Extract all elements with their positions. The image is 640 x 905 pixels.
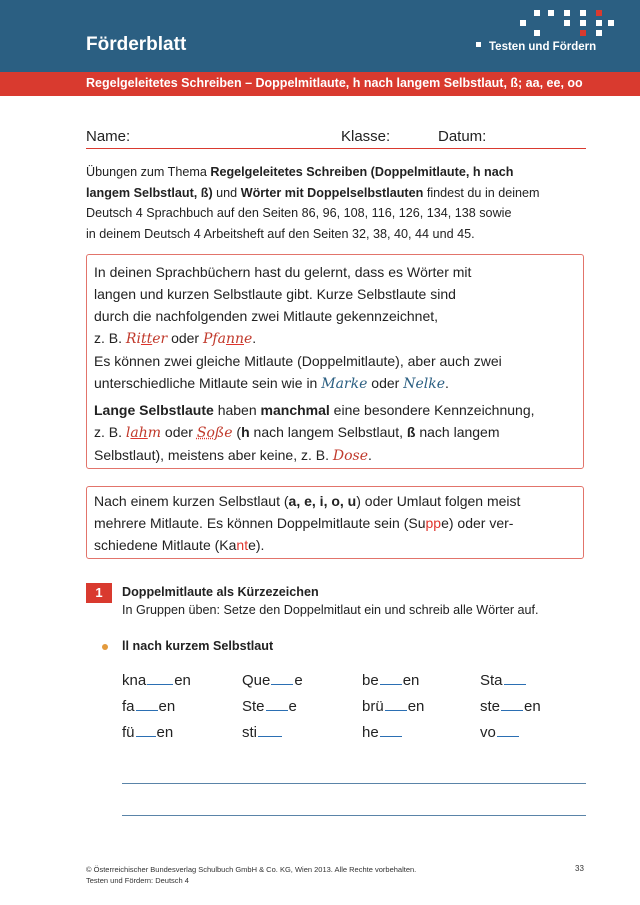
writing-line[interactable] [122,783,586,784]
task-subtitle: ll nach kurzem Selbstlaut [122,639,274,653]
exercise-word[interactable]: kna en [122,672,191,689]
example-word-marke: Marke [321,376,368,392]
example-word-ritter: Ritter [125,331,168,347]
exercise-word[interactable]: sti [242,724,283,741]
example-word-dose: Dose [332,448,369,464]
bullet-dot [102,644,108,650]
exercise-word[interactable]: fü en [122,724,174,741]
page-number: 33 [575,864,584,873]
example-word-pfanne: Pfanne [203,331,253,347]
intro-paragraph: Übungen zum Thema Regelgeleitetes Schreiben (Doppelmitlaute, h nach langem Selbstlaut, ß) und Wörter mit Doppelselbstlauten findest du in deinem Deutsch 4 Sprachbuch auf den Seiten 86, 96, 108, 116, 126, 134, 138 sowie in deinem Deutsch 4 Arbeitsheft auf den Seiten 32, 38, 40, 44 und 45. [86,165,540,241]
footer-copyright: © Österreichischer Bundesverlag Schulbuch GmbH & Co. KG, Wien 2013. Alle Rechte vorbehalten. Testen und Fördern: Deutsch 4 [86,865,417,885]
exercise-word[interactable]: fa en [122,698,176,715]
page-title: Förderblatt [86,34,187,55]
name-label: Name: [86,128,131,145]
exercise-word[interactable]: Sta [480,672,527,689]
task-instruction: In Gruppen üben: Setze den Doppelmitlaut ein und schreib alle Wörter auf. [122,603,539,617]
brand-label: Testen und Fördern [489,41,597,53]
info-box-short-vowel-rule: Nach einem kurzen Selbstlaut (a, e, i, o, u) oder Umlaut folgen meist mehrere Mitlaute. Es können Doppelmitlaute sein (Suppe) oder ver- schiedene Mitlaute (Kante). [86,486,584,559]
example-word-sosse: Soße [196,425,233,441]
subheader-text: Regelgeleitetes Schreiben – Doppelmitlaute, h nach langem Selbstlaut, ß; aa, ee, oo [86,76,583,90]
class-label: Klasse: [341,128,391,145]
header-bar [0,0,640,72]
exercise-word[interactable]: he [362,724,403,741]
exercise-word[interactable]: vo [480,724,520,741]
header-field-line [86,148,586,149]
exercise-word[interactable]: brü en [362,698,425,715]
date-label: Datum: [438,128,487,145]
writing-line[interactable] [122,815,586,816]
info-box-long-short-vowels: In deinen Sprachbüchern hast du gelernt, dass es Wörter mit langen und kurzen Selbstlaute gibt. Kurze Selbstlaute sind durch die nachfolgenden zwei Mitlaute gekennzeichnet, z. B. Ritter oder Pfanne. Es können zwei gleiche Mitlaute (Doppelmitlaute), aber auch zwei unterschiedliche Mitlaute sein wie in Marke oder Nelke. Lange Selbstlaute haben manchmal eine besondere Kennzeichnung, z. B. lahm oder Soße (h nach langem Selbstlaut, ß nach langem Selbstlaut), meistens aber keine, z. B. Dose. [86,254,584,469]
exercise-word[interactable]: Ste e [242,698,297,715]
task-number: 1 [86,583,112,603]
exercise-word[interactable]: be en [362,672,420,689]
example-word-lahm: lahm [125,425,162,441]
task-title: Doppelmitlaute als Kürzezeichen [122,585,319,599]
subheader-bar [0,72,640,96]
example-word-nelke: Nelke [403,376,445,392]
exercise-word[interactable]: Que e [242,672,303,689]
exercise-word[interactable]: ste en [480,698,541,715]
